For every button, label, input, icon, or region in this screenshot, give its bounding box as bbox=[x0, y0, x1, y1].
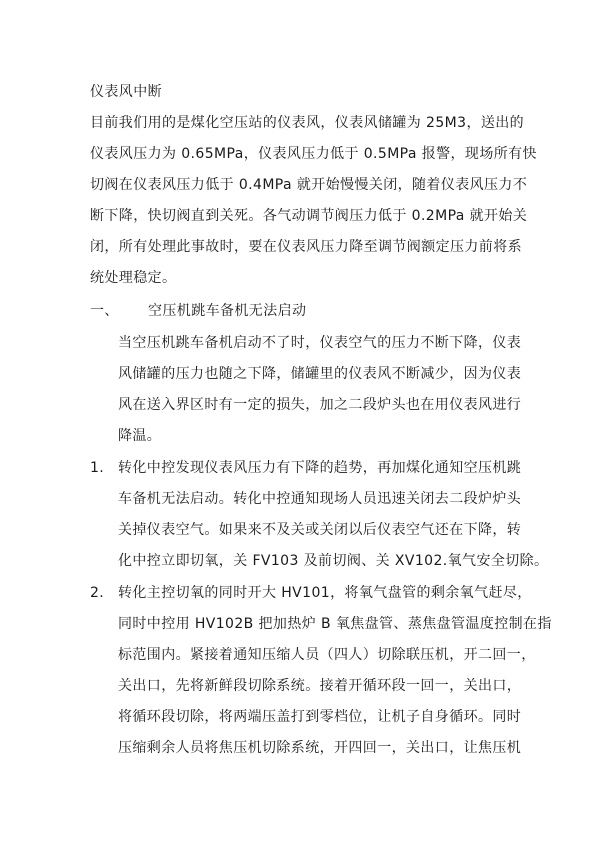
intro-line: 切阀在仪表风压力低于 0.4MPa 就开始慢慢关闭，随着仪表风压力不 bbox=[90, 177, 528, 193]
step-line: 同时中控用 HV102B 把加热炉 B 氧焦盘管、蒸焦盘管温度控制在指 bbox=[118, 616, 552, 632]
step-line: 转化中控发现仪表风压力有下降的趋势，再加煤化通知空压机跳 bbox=[118, 460, 522, 476]
intro-line: 仪表风压力为 0.65MPa，仪表风压力低于 0.5MPa 报警，现场所有快 bbox=[90, 146, 537, 162]
step-line: 转化主控切氧的同时开大 HV101，将氧气盘管的剩余氧气赶尽， bbox=[118, 585, 532, 601]
intro-line: 断下降，快切阀直到关死。各气动调节阀压力低于 0.2MPa 就开始关 bbox=[90, 208, 528, 224]
step-line: 标范围内。紧接着通知压缩人员（四人）切除联压机，开二回一， bbox=[118, 647, 536, 663]
step-line: 化中控立即切氧，关 FV103 及前切阀、关 XV102.氧气安全切除。 bbox=[118, 553, 549, 569]
intro-line: 闭，所有处理此事故时，要在仪表风压力降至调节阀额定压力前将系 bbox=[90, 239, 522, 255]
section-paragraph-line: 降温。 bbox=[118, 428, 162, 444]
intro-line: 目前我们用的是煤化空压站的仪表风，仪表风储罐为 25M3，送出的 bbox=[90, 115, 525, 131]
step-line: 将循环段切除，将两端压盖打到零档位，让机子自身循环。同时 bbox=[118, 709, 522, 725]
step-line: 压缩剩余人员将焦压机切除系统，开四回一，关出口，让焦压机 bbox=[118, 740, 522, 756]
section-number: 一、 bbox=[90, 303, 119, 319]
step-number: 1. bbox=[90, 460, 105, 476]
section-paragraph-line: 风储罐的压力也随之下降，储罐里的仪表风不断减少，因为仪表 bbox=[118, 366, 522, 382]
section-paragraph-line: 风在送入界区时有一定的损失，加之二段炉头也在用仪表风进行 bbox=[118, 397, 522, 413]
step-number: 2. bbox=[90, 585, 105, 601]
document-title: 仪表风中断 bbox=[90, 84, 162, 100]
step-line: 关掉仪表空气。如果来不及关或关闭以后仪表空气还在下降，转 bbox=[118, 522, 522, 538]
section-title: 空压机跳车备机无法启动 bbox=[148, 303, 307, 319]
section-paragraph-line: 当空压机跳车备机启动不了时，仪表空气的压力不断下降，仪表 bbox=[118, 335, 522, 351]
intro-line: 统处理稳定。 bbox=[90, 270, 177, 286]
step-line: 车备机无法启动。转化中控通知现场人员迅速关闭去二段炉炉头 bbox=[118, 491, 522, 507]
step-line: 关出口，先将新鲜段切除系统。接着开循环段一回一，关出口， bbox=[118, 678, 522, 694]
